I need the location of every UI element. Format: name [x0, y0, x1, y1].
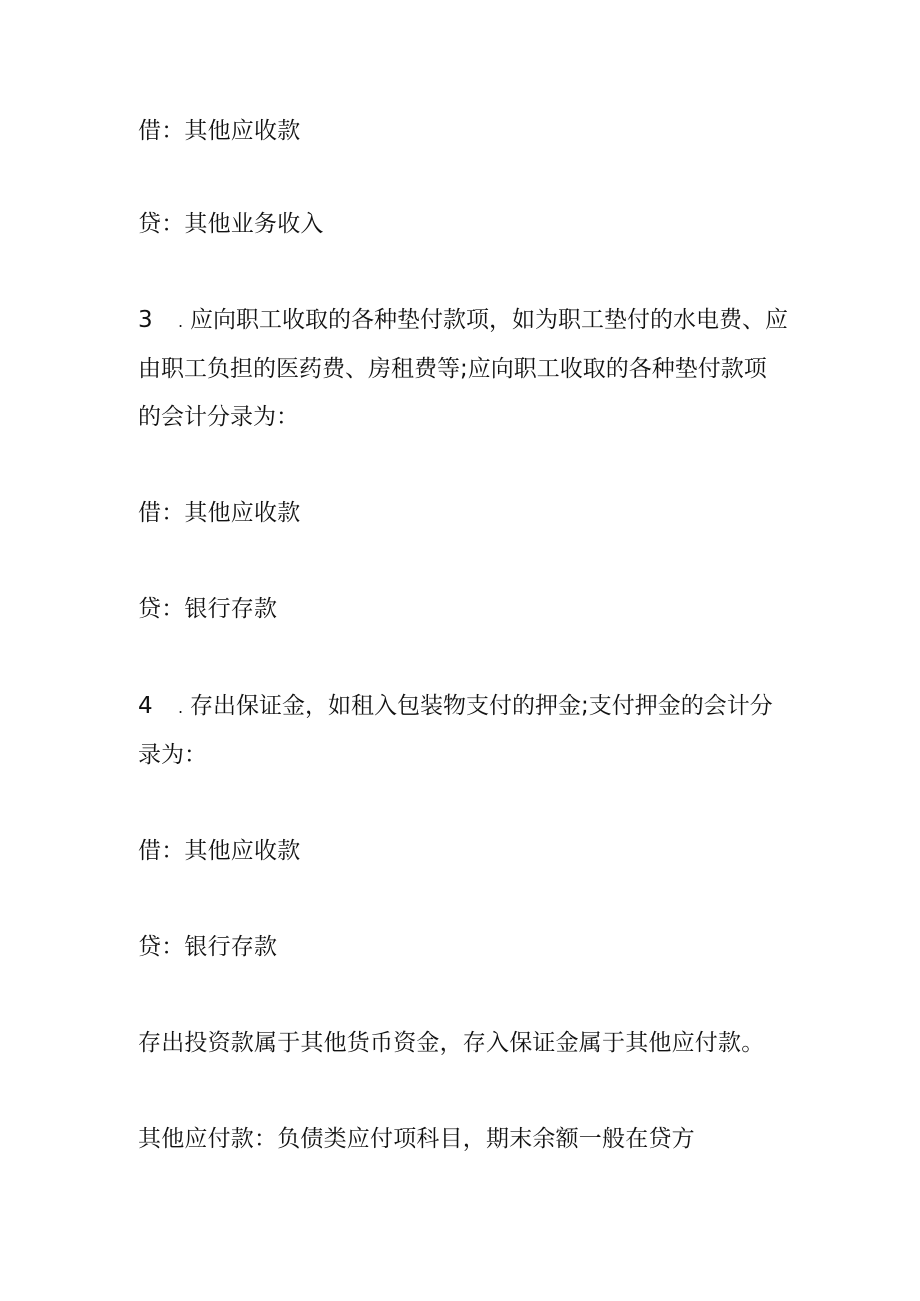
item-4-number: 4 — [138, 693, 153, 719]
item-3-line-2: 由职工负担的医药费、房租费等;应向职工收取的各种垫付款项 — [138, 356, 767, 382]
credit-line-2: 贷：银行存款 — [138, 596, 278, 622]
item-3-line-3: 的会计分录为： — [138, 404, 299, 430]
credit-line-3: 贷：银行存款 — [138, 934, 278, 960]
item-4-line-2: 录为： — [138, 742, 207, 768]
debit-line-1: 借：其他应收款 — [138, 118, 301, 144]
item-3-dot: . — [178, 312, 184, 331]
credit-line-1: 贷：其他业务收入 — [138, 211, 324, 237]
item-4-text-1: 存出保证金，如租入包装物支付的押金;支付押金的会计分 — [190, 693, 773, 719]
note-line-1: 存出投资款属于其他货币资金，存入保证金属于其他应付款。 — [138, 1030, 765, 1056]
item-4-dot: . — [178, 698, 184, 717]
debit-line-2: 借：其他应收款 — [138, 500, 301, 526]
item-4-line-1 — [138, 693, 773, 721]
debit-line-3: 借：其他应收款 — [138, 838, 301, 864]
item-3-number: 3 — [138, 307, 153, 333]
item-3-text-1: 应向职工收取的各种垫付款项，如为职工垫付的水电费、应 — [190, 307, 788, 333]
item-3-line-1 — [138, 307, 788, 335]
note-line-2: 其他应付款：负债类应付项科目，期末余额一般在贷方 — [138, 1126, 695, 1152]
